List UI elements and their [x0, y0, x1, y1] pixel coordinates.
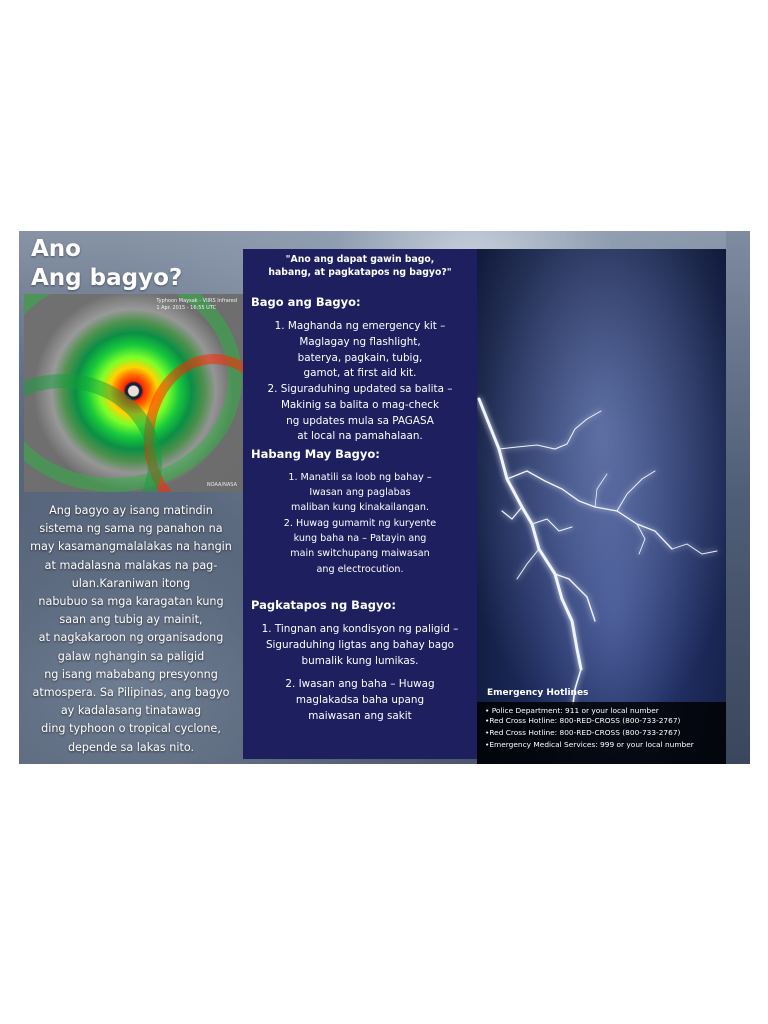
- hotline-item: •Red Cross Hotline: 800-RED-CROSS (800-733-2767): [485, 716, 681, 725]
- description-line: Ang bagyo ay isang matindin: [49, 504, 213, 517]
- title-line-2: Ang bagyo?: [31, 265, 183, 291]
- hotlines-title: Emergency Hotlines: [487, 688, 589, 698]
- heading-after: Pagkatapos ng Bagyo:: [251, 598, 396, 612]
- right-edge-background: [726, 231, 750, 764]
- during-item-1: 1. Manatili sa loob ng bahay – Iwasan ang paglabas maliban kung kinakailangan.: [288, 472, 432, 514]
- image-credit: NOAA/NASA: [206, 482, 237, 488]
- description-line: may kasamangmalalakas na hangin: [30, 540, 232, 554]
- hotline-item: •Red Cross Hotline: 800-RED-CROSS (800-733-2767): [485, 728, 681, 737]
- typhoon-description: [19, 502, 243, 757]
- description-line: sistema ng sama ng panahon na: [39, 522, 223, 536]
- description-line: nabubuo sa mga karagatan kung: [38, 595, 224, 609]
- description-line: at madalasna malakas na pag-: [44, 558, 218, 572]
- lightning-bolt-image: [477, 249, 726, 764]
- heading-before: Bago ang Bagyo:: [251, 295, 361, 309]
- page-title: [31, 235, 182, 293]
- guide-question: "Ano ang dapat gawin bago, habang, at pagkatapos ng bagyo?": [268, 254, 452, 278]
- after-item-2: 2. Iwasan ang baha – Huwag maglakadsa baha upang maiwasan ang sakit: [285, 678, 435, 722]
- description-line: ay kadalasang tinatawag: [60, 704, 202, 718]
- description-line: at nagkakaroon ng organisadong: [38, 631, 224, 645]
- description-line: ding typhoon o tropical cyclone,: [41, 722, 221, 736]
- image-caption: Typhoon Maysak - VIIRS Infrared 1 Apr. 2015 - 16:55 UTC: [156, 298, 237, 311]
- emergency-hotlines: [477, 688, 726, 764]
- hotline-item: • Police Department: 911 or your local number: [485, 706, 659, 715]
- typhoon-satellite-image: [24, 294, 243, 492]
- title-line-1: Ano: [31, 236, 81, 262]
- after-item-1: 1. Tingnan ang kondisyon ng paligid – Siguraduhing ligtas ang bahay bago bumalik kung lumikas.: [261, 623, 459, 667]
- description-line: saan ang tubig ay mainit,: [59, 613, 203, 627]
- description-line: ulan.Karaniwan itong: [71, 576, 191, 590]
- description-line: ng isang mababang presyonng: [44, 667, 218, 681]
- description-line: galaw nghangin sa paligid: [57, 649, 205, 663]
- before-item-1: 1. Maghanda ng emergency kit – Maglagay ng flashlight, baterya, pagkain, tubig, gamot, at first aid kit.: [274, 320, 446, 380]
- heading-during: Habang May Bagyo:: [251, 447, 380, 461]
- lightning-panel: [477, 249, 726, 764]
- hotline-item: •Emergency Medical Services: 999 or your local number: [485, 740, 694, 749]
- description-line: depende sa lakas nito.: [67, 740, 195, 754]
- during-item-2: 2. Huwag gumamit ng kuryente kung baha na – Patayin ang main switchupang maiwasan ang electrocution.: [283, 518, 437, 575]
- guide-panel: [243, 249, 477, 759]
- description-line: atmospera. Sa Pilipinas, ang bagyo: [32, 686, 230, 700]
- brochure: [19, 231, 750, 764]
- before-item-2: 2. Siguraduhing updated sa balita – Makinig sa balita o mag-check ng updates mula sa PAGASA at local na pamahalaan.: [267, 383, 453, 443]
- left-panel: [19, 231, 243, 764]
